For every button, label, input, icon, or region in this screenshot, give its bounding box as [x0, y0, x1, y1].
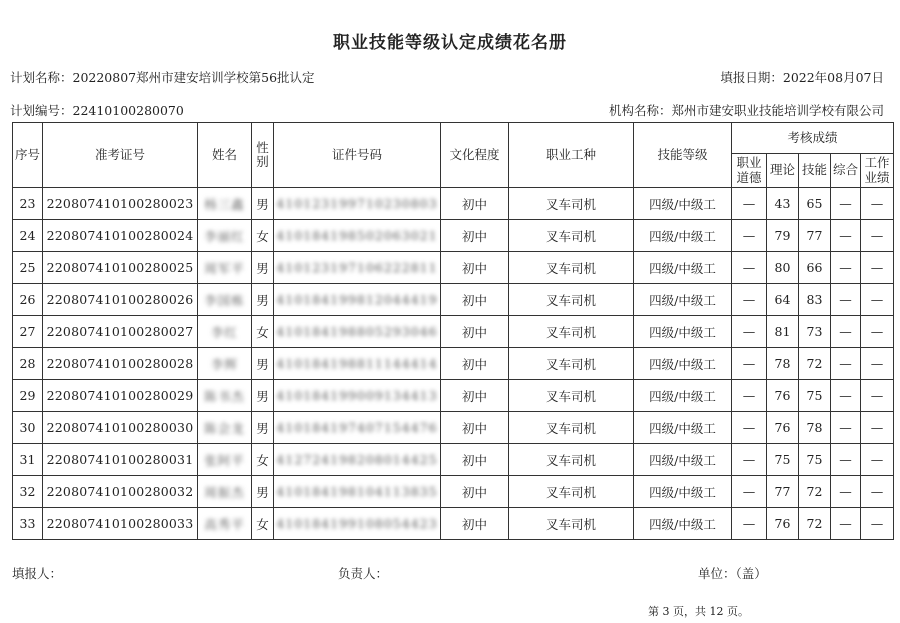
table-row	[13, 284, 894, 316]
cell-achievement: —	[861, 284, 894, 316]
org-name: 机构名称：郑州市建安职业技能培训学校有限公司	[608, 103, 884, 118]
cell-name	[198, 380, 252, 412]
header-gender: 性别	[252, 123, 274, 188]
cell-achievement: —	[861, 380, 894, 412]
page-title: 职业技能等级认定成绩花名册	[333, 33, 567, 53]
cell-name-text: 张阿平	[204, 452, 245, 468]
cell-theory: 75	[767, 444, 799, 476]
cell-ethics: —	[732, 476, 767, 508]
cell-achievement: —	[861, 508, 894, 540]
cell-composite: —	[831, 220, 861, 252]
cell-id-no-text: 410123199710230803	[276, 196, 438, 211]
cell-id-no-text: 410184199812044419	[276, 292, 438, 307]
cell-achievement: —	[861, 412, 894, 444]
cell-id-no	[274, 348, 441, 380]
cell-id-no	[274, 316, 441, 348]
cell-name-text: 陈书杰	[204, 388, 245, 404]
cell-exam-id: 220807410100280027	[43, 316, 198, 348]
table-row	[13, 444, 894, 476]
cell-ethics: —	[732, 316, 767, 348]
cell-skill: 73	[799, 316, 831, 348]
cell-level: 四级/中级工	[634, 188, 732, 220]
cell-ethics: —	[732, 284, 767, 316]
cell-gender: 男	[252, 412, 274, 444]
cell-id-no	[274, 284, 441, 316]
cell-education: 初中	[441, 252, 509, 284]
cell-job: 叉车司机	[509, 284, 634, 316]
cell-seq: 27	[13, 316, 43, 348]
header-scores-group: 考核成绩	[732, 123, 894, 154]
cell-gender: 女	[252, 220, 274, 252]
cell-name	[198, 284, 252, 316]
cell-name	[198, 508, 252, 540]
cell-id-no-text: 410184197407154476	[276, 420, 438, 435]
cell-skill: 77	[799, 220, 831, 252]
cell-job: 叉车司机	[509, 316, 634, 348]
cell-exam-id: 220807410100280033	[43, 508, 198, 540]
cell-composite: —	[831, 476, 861, 508]
cell-theory: 80	[767, 252, 799, 284]
cell-gender: 男	[252, 348, 274, 380]
cell-exam-id: 220807410100280028	[43, 348, 198, 380]
cell-job: 叉车司机	[509, 412, 634, 444]
cell-theory: 76	[767, 412, 799, 444]
cell-theory: 64	[767, 284, 799, 316]
cell-job: 叉车司机	[509, 476, 634, 508]
cell-education: 初中	[441, 476, 509, 508]
cell-seq: 25	[13, 252, 43, 284]
cell-name-text: 高秀平	[204, 516, 245, 532]
cell-id-no-text: 410184199009134413	[276, 388, 438, 403]
cell-id-no	[274, 476, 441, 508]
cell-id-no-text: 410184198104113835	[276, 484, 438, 499]
cell-composite: —	[831, 444, 861, 476]
fill-date: 填报日期：2022年08月07日	[720, 70, 884, 85]
header-exam-id: 准考证号	[43, 123, 198, 188]
cell-id-no-text: 410123197106222811	[276, 260, 438, 275]
table-row	[13, 476, 894, 508]
footer-filler: 填报人：	[12, 566, 63, 581]
cell-theory: 43	[767, 188, 799, 220]
cell-ethics: —	[732, 412, 767, 444]
cell-name	[198, 188, 252, 220]
cell-level: 四级/中级工	[634, 380, 732, 412]
cell-achievement: —	[861, 220, 894, 252]
cell-education: 初中	[441, 316, 509, 348]
cell-exam-id: 220807410100280024	[43, 220, 198, 252]
header-id-no: 证件号码	[274, 123, 441, 188]
table-row	[13, 380, 894, 412]
cell-skill: 75	[799, 444, 831, 476]
cell-exam-id: 220807410100280026	[43, 284, 198, 316]
cell-level: 四级/中级工	[634, 220, 732, 252]
cell-exam-id: 220807410100280023	[43, 188, 198, 220]
cell-name-text: 陈会龙	[204, 420, 245, 436]
cell-name	[198, 412, 252, 444]
cell-name	[198, 316, 252, 348]
cell-seq: 33	[13, 508, 43, 540]
footer-unit: 单位：（盖）	[698, 566, 767, 581]
cell-id-no	[274, 220, 441, 252]
cell-gender: 女	[252, 508, 274, 540]
header-composite: 综合	[831, 154, 861, 188]
cell-name-text: 杨三鑫	[204, 196, 245, 212]
cell-education: 初中	[441, 284, 509, 316]
plan-code: 计划编号：22410100280070	[10, 103, 184, 118]
cell-exam-id: 220807410100280030	[43, 412, 198, 444]
cell-ethics: —	[732, 508, 767, 540]
cell-seq: 26	[13, 284, 43, 316]
cell-name-text: 周振杰	[204, 484, 245, 500]
cell-id-no-text: 410184199108054423	[276, 516, 438, 531]
cell-seq: 30	[13, 412, 43, 444]
cell-achievement: —	[861, 252, 894, 284]
cell-level: 四级/中级工	[634, 316, 732, 348]
cell-gender: 女	[252, 444, 274, 476]
cell-exam-id: 220807410100280032	[43, 476, 198, 508]
cell-education: 初中	[441, 220, 509, 252]
cell-skill: 65	[799, 188, 831, 220]
footer-leader: 负责人：	[338, 566, 389, 581]
cell-gender: 男	[252, 380, 274, 412]
cell-skill: 72	[799, 476, 831, 508]
cell-seq: 29	[13, 380, 43, 412]
header-theory: 理论	[767, 154, 799, 188]
cell-id-no-text: 410184198811144414	[276, 356, 438, 371]
header-seq: 序号	[13, 123, 43, 188]
cell-id-no	[274, 380, 441, 412]
cell-theory: 76	[767, 380, 799, 412]
cell-id-no	[274, 252, 441, 284]
cell-ethics: —	[732, 220, 767, 252]
cell-seq: 23	[13, 188, 43, 220]
header-ethics: 职业道德	[732, 154, 767, 188]
cell-level: 四级/中级工	[634, 284, 732, 316]
cell-achievement: —	[861, 316, 894, 348]
cell-composite: —	[831, 348, 861, 380]
header-name: 姓名	[198, 123, 252, 188]
cell-ethics: —	[732, 348, 767, 380]
cell-job: 叉车司机	[509, 348, 634, 380]
cell-level: 四级/中级工	[634, 444, 732, 476]
table-row	[13, 348, 894, 380]
cell-composite: —	[831, 412, 861, 444]
cell-level: 四级/中级工	[634, 348, 732, 380]
cell-seq: 28	[13, 348, 43, 380]
cell-id-no-text: 412724198208014425	[276, 452, 438, 467]
cell-composite: —	[831, 508, 861, 540]
page-number-note: 第 3 页，共 12 页。	[648, 605, 749, 618]
cell-job: 叉车司机	[509, 444, 634, 476]
cell-composite: —	[831, 316, 861, 348]
cell-id-no	[274, 508, 441, 540]
cell-gender: 男	[252, 476, 274, 508]
cell-skill: 83	[799, 284, 831, 316]
cell-theory: 76	[767, 508, 799, 540]
cell-gender: 男	[252, 252, 274, 284]
cell-skill: 72	[799, 348, 831, 380]
cell-name	[198, 252, 252, 284]
cell-name-text: 周军平	[204, 260, 245, 276]
cell-name-text: 李红	[210, 324, 238, 340]
table-row	[13, 220, 894, 252]
header-education: 文化程度	[441, 123, 509, 188]
cell-id-no	[274, 188, 441, 220]
header-job: 职业工种	[509, 123, 634, 188]
cell-achievement: —	[861, 476, 894, 508]
cell-skill: 66	[799, 252, 831, 284]
cell-gender: 女	[252, 316, 274, 348]
cell-name-text: 李辉	[210, 356, 238, 372]
cell-name-text: 李丽红	[204, 228, 245, 244]
cell-id-no-text: 410184198805293046	[276, 324, 438, 339]
cell-education: 初中	[441, 412, 509, 444]
cell-exam-id: 220807410100280031	[43, 444, 198, 476]
cell-level: 四级/中级工	[634, 476, 732, 508]
cell-education: 初中	[441, 348, 509, 380]
cell-name	[198, 476, 252, 508]
cell-achievement: —	[861, 348, 894, 380]
roster-body	[13, 188, 894, 540]
cell-ethics: —	[732, 252, 767, 284]
cell-composite: —	[831, 284, 861, 316]
cell-seq: 24	[13, 220, 43, 252]
header-skill: 技能	[799, 154, 831, 188]
table-row	[13, 412, 894, 444]
cell-education: 初中	[441, 508, 509, 540]
cell-id-no	[274, 412, 441, 444]
cell-skill: 75	[799, 380, 831, 412]
cell-theory: 77	[767, 476, 799, 508]
cell-theory: 78	[767, 348, 799, 380]
cell-education: 初中	[441, 188, 509, 220]
cell-name	[198, 220, 252, 252]
table-row	[13, 316, 894, 348]
cell-name	[198, 348, 252, 380]
cell-composite: —	[831, 252, 861, 284]
cell-ethics: —	[732, 188, 767, 220]
table-row	[13, 252, 894, 284]
cell-composite: —	[831, 380, 861, 412]
score-roster-table	[12, 122, 894, 540]
cell-id-no	[274, 444, 441, 476]
table-row	[13, 188, 894, 220]
cell-job: 叉车司机	[509, 220, 634, 252]
cell-composite: —	[831, 188, 861, 220]
cell-name-text: 李国栋	[204, 292, 245, 308]
cell-level: 四级/中级工	[634, 252, 732, 284]
table-row	[13, 508, 894, 540]
cell-level: 四级/中级工	[634, 412, 732, 444]
cell-achievement: —	[861, 444, 894, 476]
cell-job: 叉车司机	[509, 508, 634, 540]
cell-id-no-text: 410184198502063021	[276, 228, 438, 243]
cell-seq: 32	[13, 476, 43, 508]
cell-gender: 男	[252, 284, 274, 316]
cell-exam-id: 220807410100280025	[43, 252, 198, 284]
cell-skill: 72	[799, 508, 831, 540]
cell-job: 叉车司机	[509, 188, 634, 220]
cell-education: 初中	[441, 444, 509, 476]
plan-name: 计划名称：20220807郑州市建安培训学校第56批认定	[10, 70, 315, 85]
cell-name	[198, 444, 252, 476]
cell-education: 初中	[441, 380, 509, 412]
header-achievement: 工作业绩	[861, 154, 894, 188]
cell-exam-id: 220807410100280029	[43, 380, 198, 412]
cell-achievement: —	[861, 188, 894, 220]
cell-gender: 男	[252, 188, 274, 220]
cell-job: 叉车司机	[509, 252, 634, 284]
cell-skill: 78	[799, 412, 831, 444]
cell-ethics: —	[732, 444, 767, 476]
cell-ethics: —	[732, 380, 767, 412]
cell-level: 四级/中级工	[634, 508, 732, 540]
cell-seq: 31	[13, 444, 43, 476]
header-level: 技能等级	[634, 123, 732, 188]
cell-theory: 79	[767, 220, 799, 252]
cell-theory: 81	[767, 316, 799, 348]
cell-job: 叉车司机	[509, 380, 634, 412]
